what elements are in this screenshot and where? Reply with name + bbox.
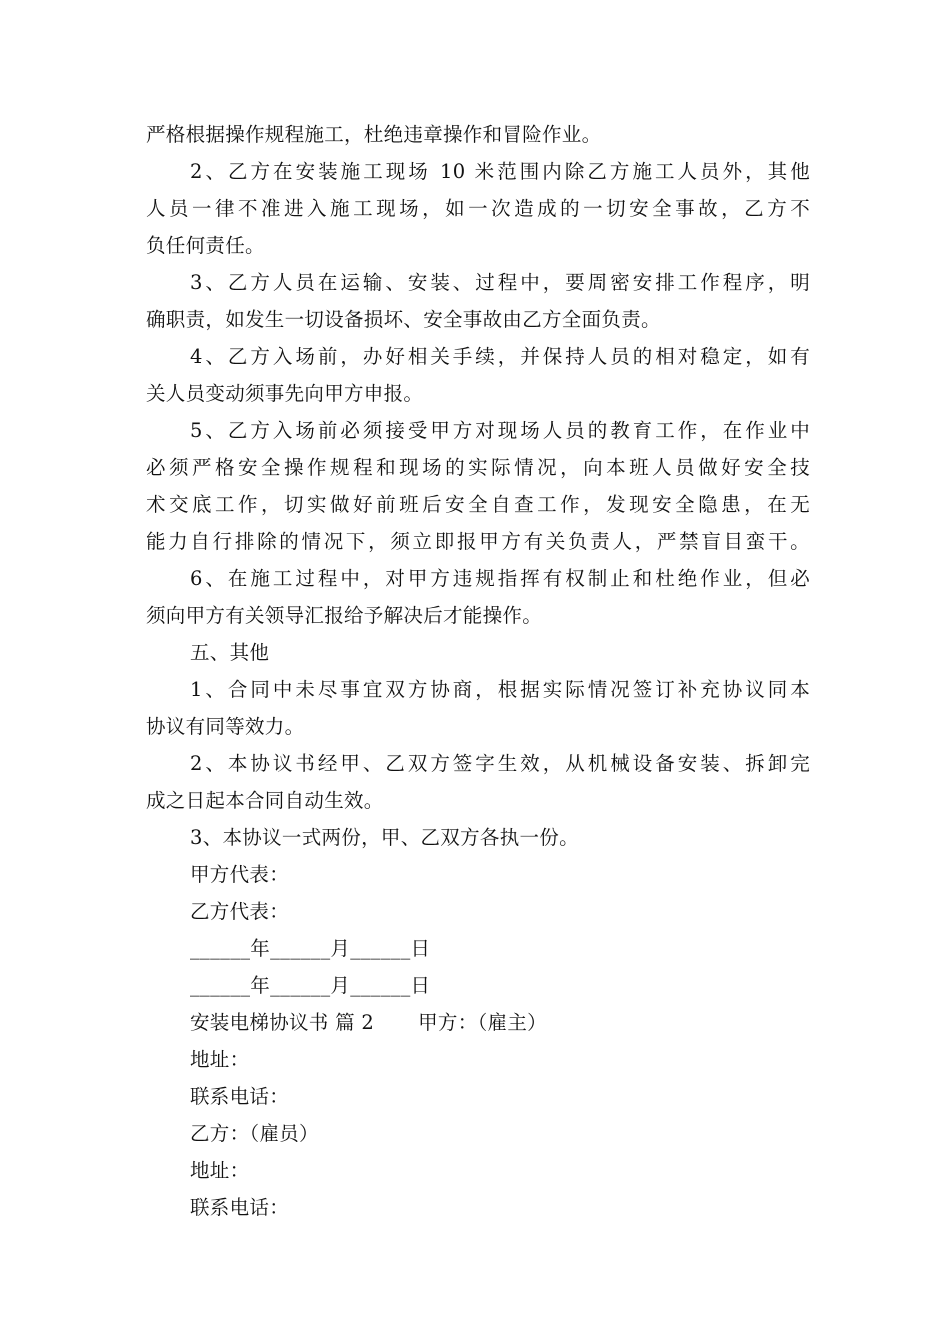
party-b-label: 乙方：（雇员） bbox=[190, 1122, 319, 1145]
text-line: 2、本协议书经甲、乙双方签字生效，从机械设备安装、拆卸完 bbox=[190, 752, 810, 775]
text-line: 严格根据操作规程施工，杜绝违章操作和冒险作业。 bbox=[146, 123, 602, 146]
section-heading: 五、其他 bbox=[190, 641, 270, 664]
party-a-label: 甲方：（雇主） bbox=[418, 1011, 547, 1034]
text-line: 人员一律不准进入施工现场，如一次造成的一切安全事故，乙方不 bbox=[146, 197, 810, 220]
address-label: 地址： bbox=[190, 1048, 250, 1071]
phone-label: 联系电话： bbox=[190, 1085, 290, 1108]
text-line: 成之日起本合同自动生效。 bbox=[146, 789, 384, 812]
text-line: 6、在施工过程中，对甲方违规指挥有权制止和杜绝作业，但必 bbox=[190, 567, 810, 590]
signature-party-b: 乙方代表： bbox=[190, 900, 290, 923]
text-line: 须向甲方有关领导汇报给予解决后才能操作。 bbox=[146, 604, 543, 627]
text-line: 术交底工作，切实做好前班后安全自查工作，发现安全隐患，在无 bbox=[146, 493, 810, 516]
article-title-line bbox=[146, 1004, 810, 1041]
text-line: 1、合同中未尽事宜双方协商，根据实际情况签订补充协议同本 bbox=[190, 678, 810, 701]
text-line: 4、乙方入场前，办好相关手续，并保持人员的相对稳定，如有 bbox=[190, 345, 810, 368]
text-line: 能力自行排除的情况下，须立即报甲方有关负责人，严禁盲目蛮干。 bbox=[146, 530, 810, 553]
document-body bbox=[146, 116, 810, 1226]
text-line: 3、本协议一式两份，甲、乙双方各执一份。 bbox=[190, 826, 579, 849]
date-line: ______年______月______日 bbox=[190, 974, 431, 997]
text-line: 2、乙方在安装施工现场 10 米范围内除乙方施工人员外，其他 bbox=[190, 160, 810, 183]
text-line: 5、乙方入场前必须接受甲方对现场人员的教育工作，在作业中 bbox=[190, 419, 810, 442]
text-line: 确职责，如发生一切设备损坏、安全事故由乙方全面负责。 bbox=[146, 308, 661, 331]
text-line: 负任何责任。 bbox=[146, 234, 265, 257]
signature-party-a: 甲方代表： bbox=[190, 863, 290, 886]
phone-label: 联系电话： bbox=[190, 1196, 290, 1219]
address-label: 地址： bbox=[190, 1159, 250, 1182]
text-line: 必须严格安全操作规程和现场的实际情况，向本班人员做好安全技 bbox=[146, 456, 810, 479]
text-line: 关人员变动须事先向甲方申报。 bbox=[146, 382, 424, 405]
text-line: 协议有同等效力。 bbox=[146, 715, 305, 738]
date-line: ______年______月______日 bbox=[190, 937, 431, 960]
text-line: 3、乙方人员在运输、安装、过程中，要周密安排工作程序，明 bbox=[190, 271, 810, 294]
article-title: 安装电梯协议书 篇 2 bbox=[190, 1011, 375, 1034]
